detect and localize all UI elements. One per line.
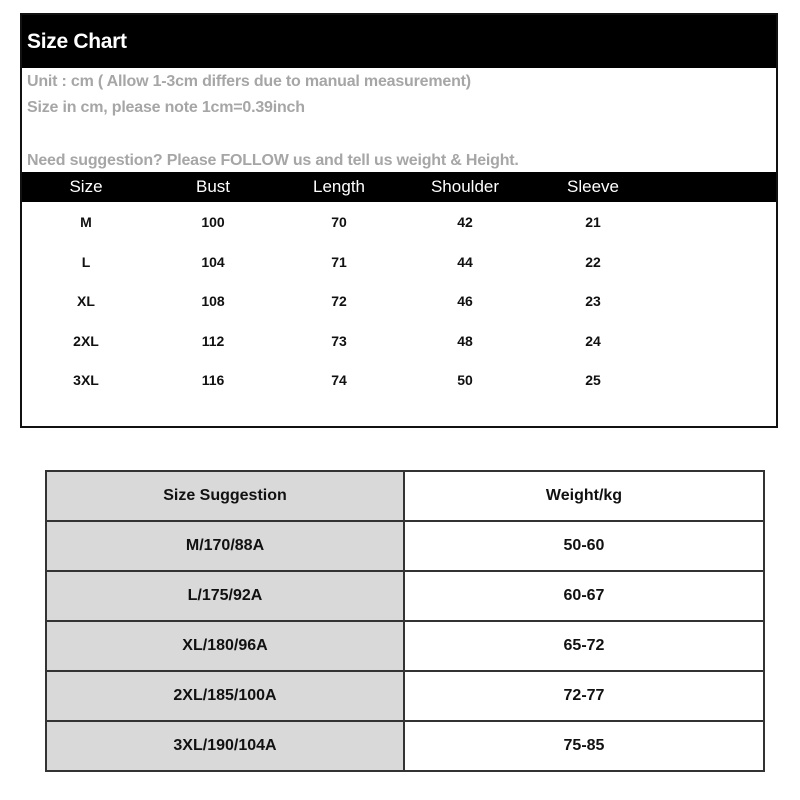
size-cell: L [81,253,91,270]
table-row [46,671,764,721]
column-header-weight: Weight/kg [404,471,764,521]
bust-cell: 116 [201,372,225,388]
table-header-row [46,471,764,521]
column-header-length: Length [313,177,365,196]
bust-cell: 112 [201,332,225,349]
column-header-bust: Bust [195,177,231,196]
length-cell: 73 [331,332,347,349]
shoulder-cell: 42 [457,214,473,230]
table-row [46,621,764,671]
weight-cell: 75-85 [404,721,764,771]
size-suggestion-table [45,470,765,772]
table-row [46,521,764,571]
weight-cell: 65-72 [404,621,764,671]
sleeve-cell: 25 [585,372,601,388]
bust-cell: 100 [201,214,225,230]
sleeve-cell: 24 [585,332,601,349]
size-suggestion-cell: L/175/92A [46,571,404,621]
column-header-sleeve: Sleeve [567,177,619,196]
column-header-size-suggestion: Size Suggestion [46,471,404,521]
size-cell: 3XL [73,372,99,388]
shoulder-cell: 50 [457,372,473,388]
size-cell: M [80,214,92,230]
sleeve-cell: 22 [585,253,601,270]
size-suggestion-cell: 2XL/185/100A [46,671,404,721]
column-header-shoulder: Shoulder [430,177,500,196]
table-row [22,322,776,362]
suggestion-note: Need suggestion? Please FOLLOW us and tell us weight & Height. [27,152,519,169]
shoulder-cell: 46 [457,293,473,309]
size-cell: XL [77,293,95,309]
length-cell: 72 [331,293,347,309]
size-cell: 2XL [73,332,99,349]
size-suggestion-cell: XL/180/96A [46,621,404,671]
unit-note: Unit : cm ( Allow 1-3cm differs due to manual measurement) [27,73,471,90]
table-row [22,243,776,283]
size-chart-header-row [22,172,776,202]
table-row [22,282,776,322]
weight-cell: 50-60 [404,521,764,571]
length-cell: 70 [331,214,347,230]
table-row [46,571,764,621]
weight-cell: 60-67 [404,571,764,621]
bust-cell: 104 [201,253,225,270]
size-chart-panel [20,13,778,428]
column-header-size: Size [69,177,103,196]
length-cell: 74 [331,372,347,388]
size-chart-body [22,203,776,401]
table-row [22,203,776,243]
length-cell: 71 [331,253,347,270]
weight-cell: 72-77 [404,671,764,721]
conversion-note: Size in cm, please note 1cm=0.39inch [27,99,305,116]
table-row [22,361,776,401]
sleeve-cell: 21 [585,214,601,230]
shoulder-cell: 44 [457,253,473,270]
size-chart-title: Size Chart [22,15,776,68]
size-suggestion-cell: 3XL/190/104A [46,721,404,771]
table-row [46,721,764,771]
size-suggestion-cell: M/170/88A [46,521,404,571]
shoulder-cell: 48 [457,332,473,349]
sleeve-cell: 23 [585,293,601,309]
bust-cell: 108 [201,293,225,309]
